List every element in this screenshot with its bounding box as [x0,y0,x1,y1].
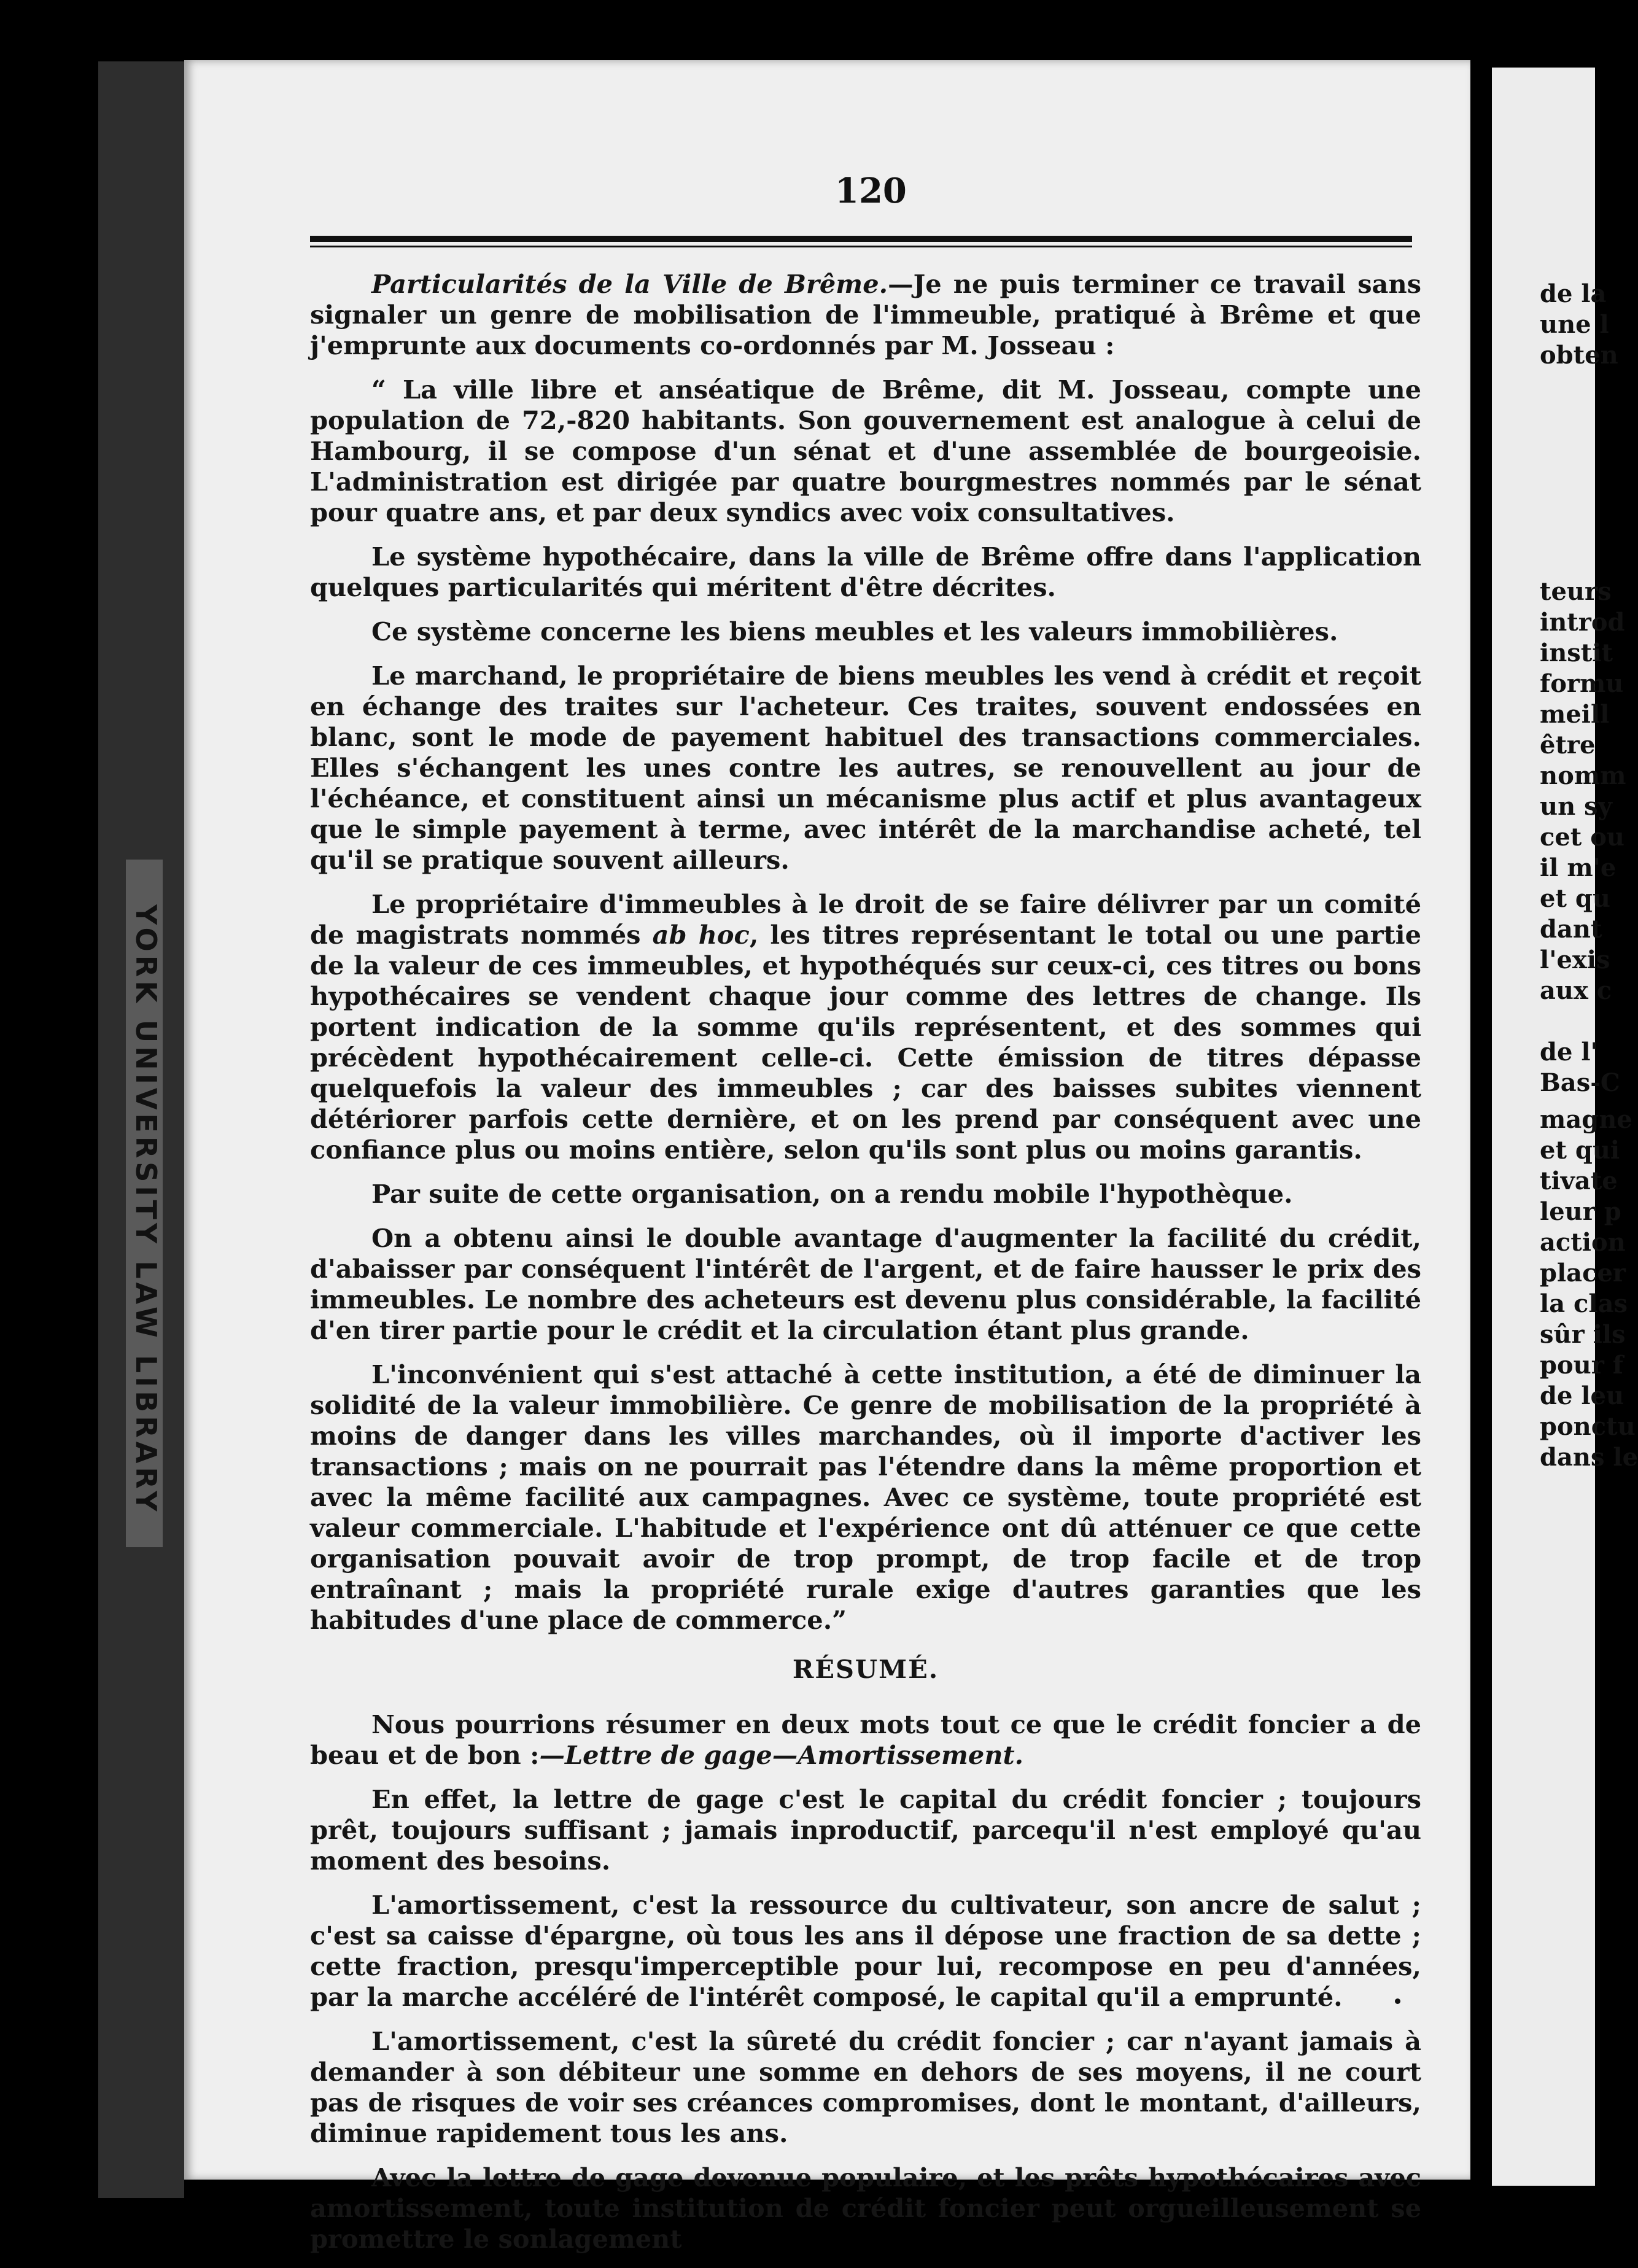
next-page-line: dans le [1540,1443,1638,1472]
next-page-line: l'exis [1540,946,1610,974]
page-number: 120 [835,171,907,211]
paragraph: Le propriétaire d'immeubles à le droit de se faire délivrer par un comité de magistrats nommés ab hoc, les titres représentant le total ou une partie de la valeur de ces immeubles, et hypothéqués sur ceux-ci, ces titres ou bons hypothécaires se vendent chaque jour comme des lettres de change. Ils portent indication de la somme qu'ils représentent, et des sommes qui précèdent hypothécairement celle-ci. Cette émission de titres dépasse quelquefois la valeur des immeubles ; car des baisses subites viennent détériorer parfois cette dernière, et on les prend par conséquent avec une confiance plus ou moins entière, selon qu'ils sont plus ou moins garantis. [310,889,1421,1165]
next-page-line: il m'e [1540,853,1617,882]
ink-dot [1395,1998,1400,2004]
paragraph: L'amortissement, c'est la ressource du cultivateur, son ancre de salut ; c'est sa caisse d'épargne, où tous les ans il dépose une fraction de sa dette ; cette fraction, presqu'imperceptible pour lui, recompose en peu d'années, par la marche accéléré de l'intérêt composé, le capital qu'il a emprunté. [310,1890,1421,2012]
next-page-line: teurs [1540,577,1612,606]
next-page-line: action [1540,1228,1626,1257]
paragraph: “ La ville libre et anséatique de Brême, dit M. Josseau, compte une population de 72,-820 habitants. Son gouvernement est analogue à celui de Hambourg, il se compose d'un sénat et d'une assemblée de bourgeoisie. L'administration est dirigée par quatre bourgmestres nommés par le sénat pour quatre ans, et par deux syndics avec voix consultatives. [310,375,1421,527]
paragraph: Par suite de cette organisation, on a rendu mobile l'hypothèque. [371,1179,1293,1209]
header-rule [310,236,1412,242]
next-page-line: aux c [1540,976,1612,1005]
next-page-line: de leu [1540,1381,1624,1410]
next-page-line: placer [1540,1259,1626,1287]
next-page-line: une l [1540,310,1609,339]
next-page-line: la clas [1540,1289,1628,1318]
next-page-line: ponctu [1540,1412,1636,1441]
paragraph: Particularités de la Ville de Brême.—Je ne puis terminer ce travail sans signaler un genre de mobilisation de l'immeuble, pratiqué à Brême et que j'emprunte aux documents co-ordonnés par M. Josseau : [310,269,1421,360]
next-page-line: introd [1540,608,1625,637]
paragraph: Avec la lettre de gage devenue populaire, et les prêts hypothécaires avec amortissement, toute institution de crédit foncier peut orgueilleusement se promettre le sonlagement [310,2162,1421,2254]
section-title: Particularités de la Ville de Brême. [371,269,888,299]
next-page-line: magne [1540,1105,1632,1134]
paragraph: L'inconvénient qui s'est attaché à cette institution, a été de diminuer la solidité de la valeur immobilière. Ce genre de mobilisation de la propriété à moins de danger dans les villes marchandes, où il importe d'activer les transactions ; mais on ne pourrait pas l'étendre dans la même proportion et avec la même facilité aux campagnes. Avec ce système, toute propriété est valeur commerciale. L'habitude et l'expérience ont dû atténuer ce que cette organisation pouvait avoir de trop prompt, de trop facile et de trop entraînant ; mais la propriété rurale exige d'autres garanties que les habitudes d'une place de commerce.” [310,1359,1421,1635]
paragraph: L'amortissement, c'est la sûreté du crédit foncier ; car n'ayant jamais à demander à son débiteur une somme en dehors de ses moyens, il ne court pas de risques de voir ses créances compromises, dont le montant, d'ailleurs, diminue rapidement tous les ans. [310,2026,1421,2148]
next-page-line: dant [1540,915,1602,944]
paragraph: Ce système concerne les biens meubles et les valeurs immobilières. [371,616,1338,647]
next-page-line: pour f [1540,1351,1623,1380]
next-page-line: Bas-C [1540,1068,1620,1097]
paragraph: Le système hypothécaire, dans la ville de Brême offre dans l'application quelques particularités qui méritent d'être décrites. [310,542,1421,602]
next-page-line: sûr ils [1540,1320,1626,1349]
paragraph: On a obtenu ainsi le double avantage d'augmenter la facilité du crédit, d'abaisser par conséquent l'intérêt de l'argent, et de faire hausser le prix des immeubles. Le nombre des acheteurs est devenu plus considérable, la facilité d'en tirer partie pour le crédit et la circulation étant plus grande. [310,1223,1421,1345]
next-page-line: obten [1540,341,1618,370]
next-page-line: être [1540,731,1596,759]
next-page-line: de la [1540,279,1607,308]
next-page-line: et qu [1540,884,1610,913]
next-page-line: instit [1540,639,1613,667]
next-page-line: tivate [1540,1167,1618,1195]
section-heading: RÉSUMÉ. [792,1654,939,1684]
next-page-line: nomm [1540,761,1626,790]
body-text [310,269,1421,2268]
paragraph: En effet, la lettre de gage c'est le capital du crédit foncier ; toujours prêt, toujours suffisant ; jamais inproductif, parcequ'il n'est employé qu'au moment des besoins. [310,1784,1421,1876]
next-page-line: de l' [1540,1038,1598,1066]
next-page-line: formu [1540,669,1624,698]
next-page-line: leur p [1540,1197,1621,1226]
next-page-line: et qui [1540,1136,1620,1165]
next-page-line: meill [1540,700,1610,729]
library-stamp: YORK UNIVERSITY LAW LIBRARY [126,860,163,1547]
next-page-line: un sy [1540,792,1612,821]
next-page-line: cet ou [1540,823,1624,852]
paragraph: Le marchand, le propriétaire de biens meubles les vend à crédit et reçoit en échange des traites sur l'acheteur. Ces traites, souvent endossées en blanc, sont le mode de payement habituel des transactions commerciales. Elles s'échangent les unes contre les autres, se renouvellent au jour de l'échéance, et constituent ainsi un mécanisme plus actif et plus avantageux que le simple payement à terme, avec intérêt de la marchandise acheté, tel qu'il se pratique souvent ailleurs. [310,661,1421,875]
paragraph: Nous pourrions résumer en deux mots tout ce que le crédit foncier a de beau et de bon :—Lettre de gage—Amortissement. [310,1709,1421,1770]
next-page-edge [1492,68,1638,2186]
header-rule-thin [310,246,1412,247]
